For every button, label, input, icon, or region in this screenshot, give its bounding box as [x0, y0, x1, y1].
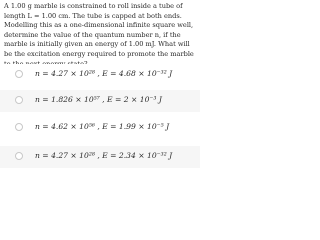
answer-option-label: n = 4.62 × 10⁵⁶ , E = 1.99 × 10⁻⁵ J: [35, 122, 170, 131]
radio-button-icon[interactable]: [15, 152, 23, 160]
answer-option-1[interactable]: [0, 64, 200, 86]
question-text: A 1.00 g marble is constrained to roll inside a tube of length L = 1.00 cm. The tube is capped at both ends. Modelling this as a one-dimensional infinite square well, determine the value of the quantum number n, if the marble is initially given an energy of 1.00 mJ. What will be the excitation energy required to promote the marble: [4, 2, 194, 58]
answer-option-label: n = 1.826 × 10⁵⁷ , E = 2 × 10⁻³ J: [35, 95, 162, 104]
answer-option-2[interactable]: [0, 90, 200, 112]
radio-button-icon[interactable]: [15, 96, 23, 104]
answer-option-label: n = 4.27 × 10²⁸ , E = 2.34 × 10⁻³² J: [35, 151, 173, 160]
answer-option-label: n = 4.27 × 10²⁸ , E = 4.68 × 10⁻³² J: [35, 69, 173, 78]
radio-button-icon[interactable]: [15, 123, 23, 131]
answer-option-3[interactable]: [0, 117, 200, 139]
answer-option-4[interactable]: [0, 146, 200, 168]
radio-button-icon[interactable]: [15, 70, 23, 78]
